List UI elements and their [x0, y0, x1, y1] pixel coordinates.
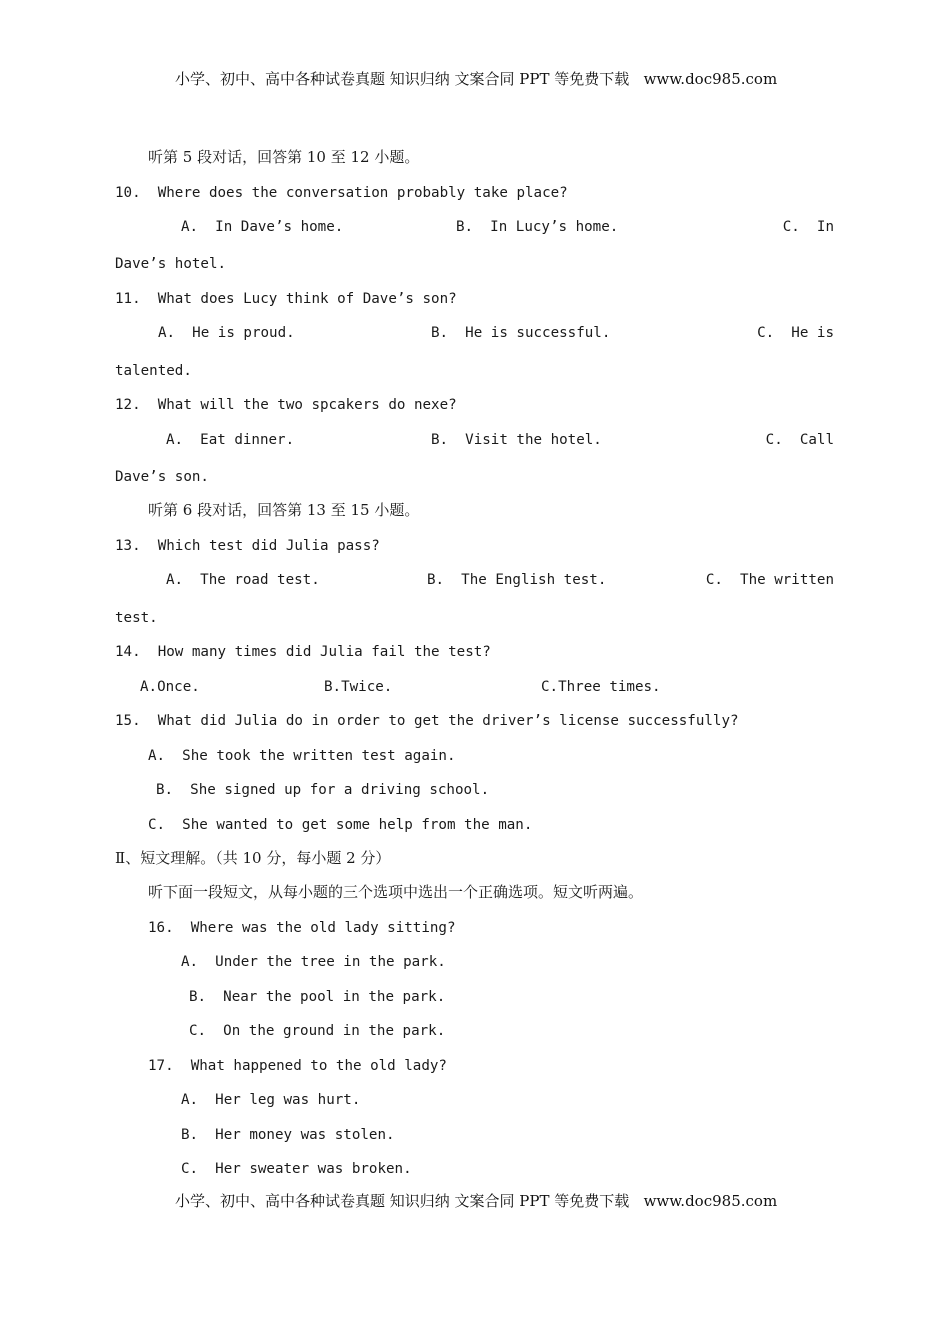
question-13-option-c: C. The written — [705, 572, 834, 588]
question-15-option-a: A. She took the written test again. — [148, 748, 456, 764]
question-12-option-c: C. Call — [765, 432, 834, 448]
section-5-intro: 听第 5 段对话，回答第 10 至 12 小题。 — [148, 148, 420, 166]
question-14-option-b: B.Twice. — [324, 679, 393, 695]
question-12-option-a: A. Eat dinner. — [166, 432, 295, 448]
question-11-stem: 11. What does Lucy think of Dave’s son? — [115, 291, 457, 307]
question-17-option-a: A. Her leg was hurt. — [181, 1092, 361, 1108]
question-16-option-a: A. Under the tree in the park. — [181, 954, 446, 970]
page-footer: 小学、初中、高中各种试卷真题 知识归纳 文案合同 PPT 等免费下载 www.doc985.com — [175, 1192, 778, 1210]
question-12-stem: 12. What will the two spcakers do nexe? — [115, 397, 457, 413]
question-11-option-a: A. He is proud. — [158, 325, 295, 341]
question-14-stem: 14. How many times did Julia fail the test? — [115, 644, 491, 660]
part-2-instruction: 听下面一段短文，从每小题的三个选项中选出一个正确选项。短文听两遍。 — [148, 883, 644, 901]
question-11-option-b: B. He is successful. — [431, 325, 611, 341]
question-11-option-c-continued: talented. — [115, 363, 192, 379]
question-12-option-c-continued: Dave’s son. — [115, 469, 209, 485]
question-14-option-a: A.Once. — [140, 679, 200, 695]
section-6-intro: 听第 6 段对话，回答第 13 至 15 小题。 — [148, 501, 420, 519]
question-17-stem: 17. What happened to the old lady? — [148, 1058, 447, 1074]
question-13-option-c-continued: test. — [115, 610, 158, 626]
question-17-option-b: B. Her money was stolen. — [181, 1127, 395, 1143]
question-16-stem: 16. Where was the old lady sitting? — [148, 920, 456, 936]
question-11-option-c: C. He is — [757, 325, 834, 341]
page-header: 小学、初中、高中各种试卷真题 知识归纳 文案合同 PPT 等免费下载 www.doc985.com — [175, 70, 778, 88]
question-15-option-c: C. She wanted to get some help from the man. — [148, 817, 533, 833]
question-10-option-c: C. In — [782, 219, 834, 235]
question-10-stem: 10. Where does the conversation probably take place? — [115, 185, 568, 201]
question-12-option-b: B. Visit the hotel. — [431, 432, 602, 448]
question-16-option-c: C. On the ground in the park. — [189, 1023, 446, 1039]
question-17-option-c: C. Her sweater was broken. — [181, 1161, 412, 1177]
question-10-option-c-continued: Dave’s hotel. — [115, 256, 227, 272]
question-14-option-c: C.Three times. — [541, 679, 661, 695]
question-16-option-b: B. Near the pool in the park. — [189, 989, 446, 1005]
question-10-option-a: A. In Dave’s home. — [181, 219, 344, 235]
part-2-title: Ⅱ、短文理解。（共 10 分，每小题 2 分） — [115, 849, 391, 867]
question-13-stem: 13. Which test did Julia pass? — [115, 538, 380, 554]
question-15-stem: 15. What did Julia do in order to get the driver’s license successfully? — [115, 713, 739, 729]
question-10-option-b: B. In Lucy’s home. — [456, 219, 619, 235]
question-13-option-b: B. The English test. — [427, 572, 607, 588]
question-15-option-b: B. She signed up for a driving school. — [156, 782, 490, 798]
question-13-option-a: A. The road test. — [166, 572, 320, 588]
